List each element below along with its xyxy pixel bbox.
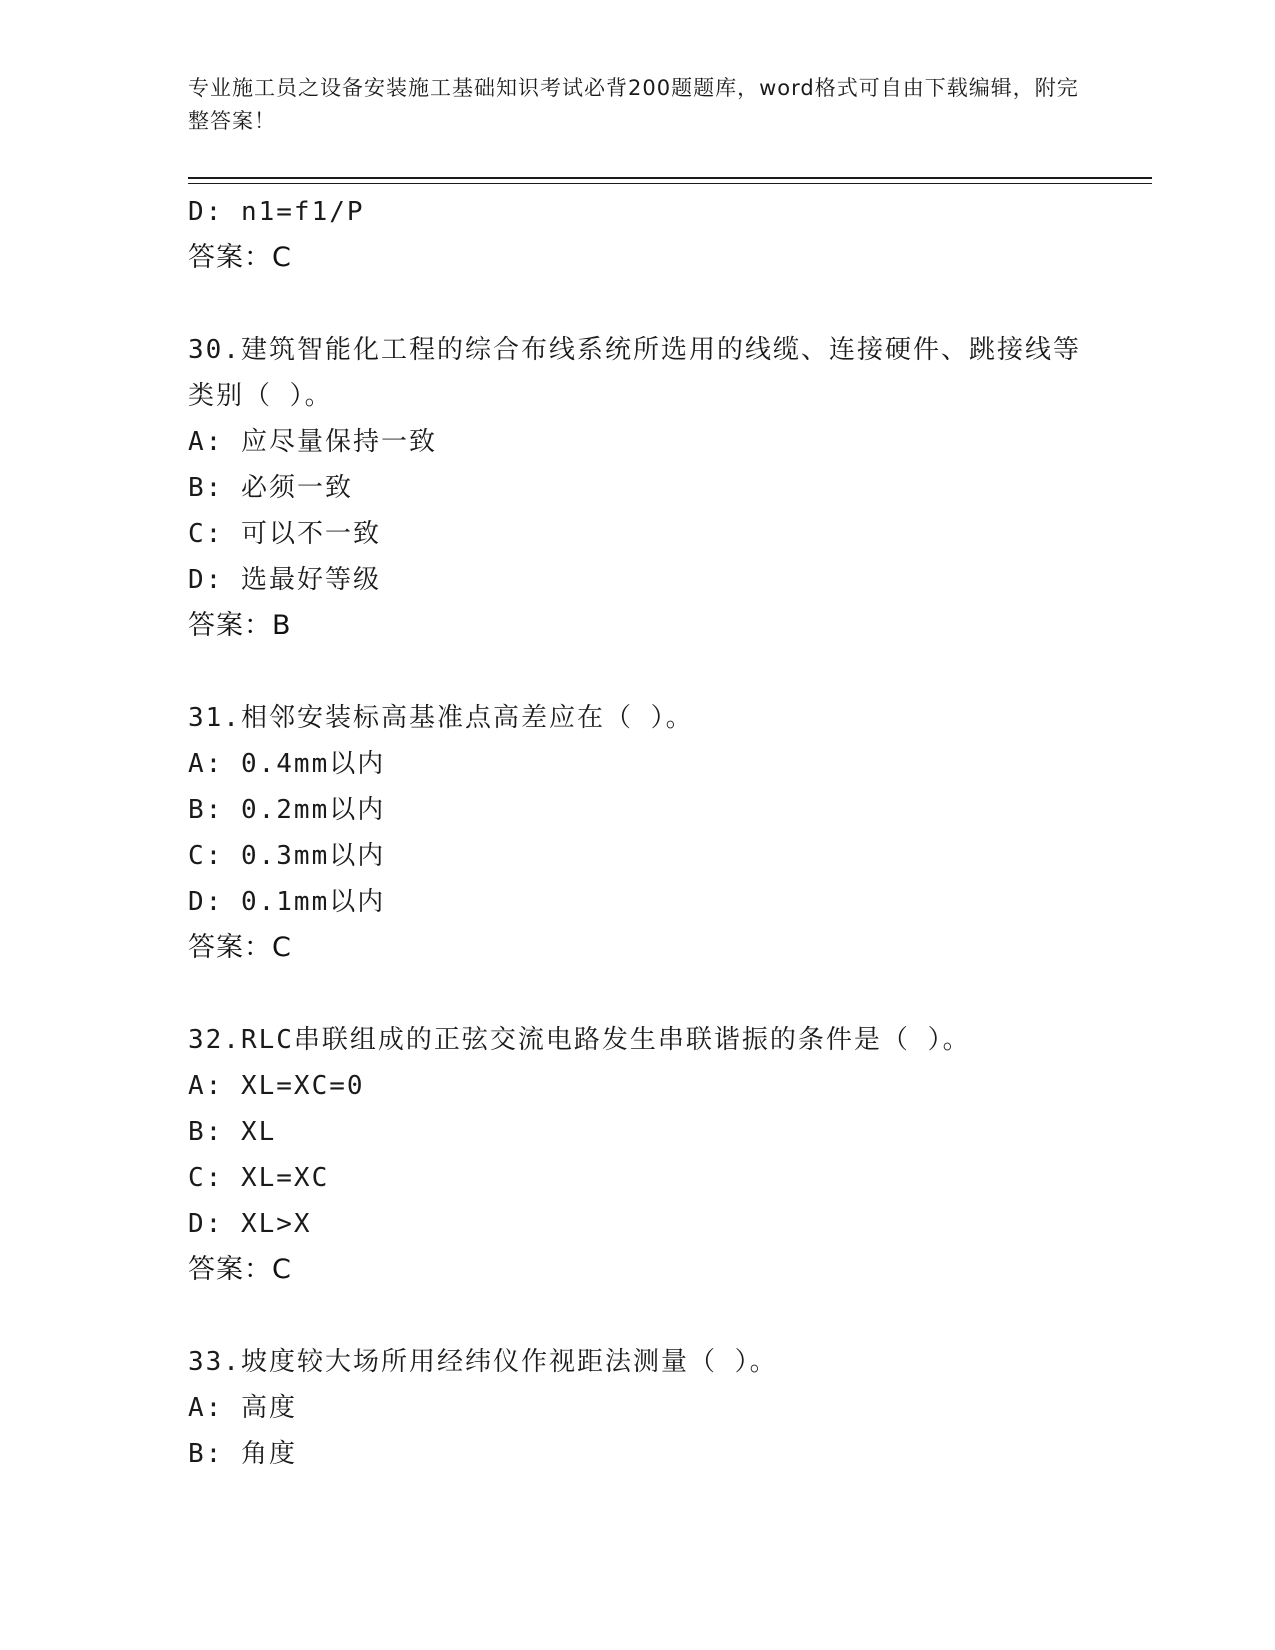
option-c: C: 0.3mm以内 bbox=[188, 841, 386, 871]
option-a: A: 应尽量保持一致 bbox=[188, 427, 437, 457]
option-b: B: 必须一致 bbox=[188, 473, 353, 503]
question-stem: 32.RLC串联组成的正弦交流电路发生串联谐振的条件是（ ）。 bbox=[188, 1025, 971, 1055]
question-stem: 30.建筑智能化工程的综合布线系统所选用的线缆、连接硬件、跳接线等类别（ ）。 bbox=[188, 335, 1081, 411]
option-d: D: XL>X bbox=[188, 1209, 312, 1239]
option-b: B: XL bbox=[188, 1117, 277, 1147]
option-b: B: 角度 bbox=[188, 1439, 297, 1469]
option-c: C: 可以不一致 bbox=[188, 519, 381, 549]
option-c: C: XL=XC bbox=[188, 1163, 330, 1193]
spacer bbox=[188, 1293, 1088, 1339]
question-content bbox=[188, 189, 1088, 1477]
header-divider bbox=[188, 177, 1152, 179]
spacer bbox=[188, 649, 1088, 695]
spacer bbox=[188, 281, 1088, 327]
header-divider-thin bbox=[188, 183, 1152, 184]
option-a: A: XL=XC=0 bbox=[188, 1071, 365, 1101]
option-d: D: 选最好等级 bbox=[188, 565, 381, 595]
option-b: B: 0.2mm以内 bbox=[188, 795, 386, 825]
spacer bbox=[188, 971, 1088, 1017]
answer-line: 答案：C bbox=[188, 242, 292, 273]
question-stem: 31.相邻安装标高基准点高差应在（ ）。 bbox=[188, 703, 694, 733]
answer-line: 答案：C bbox=[188, 1254, 292, 1285]
answer-line: 答案：C bbox=[188, 932, 292, 963]
option-a: A: 0.4mm以内 bbox=[188, 749, 386, 779]
question-stem: 33.坡度较大场所用经纬仪作视距法测量（ ）。 bbox=[188, 1347, 778, 1377]
option-d: D: 0.1mm以内 bbox=[188, 887, 386, 917]
option-d: D: n1=f1/P bbox=[188, 197, 365, 227]
answer-line: 答案：B bbox=[188, 610, 292, 641]
page-header: 专业施工员之设备安装施工基础知识考试必背200题题库，word格式可自由下载编辑，附完整答案！ bbox=[188, 76, 1079, 133]
option-a: A: 高度 bbox=[188, 1393, 297, 1423]
